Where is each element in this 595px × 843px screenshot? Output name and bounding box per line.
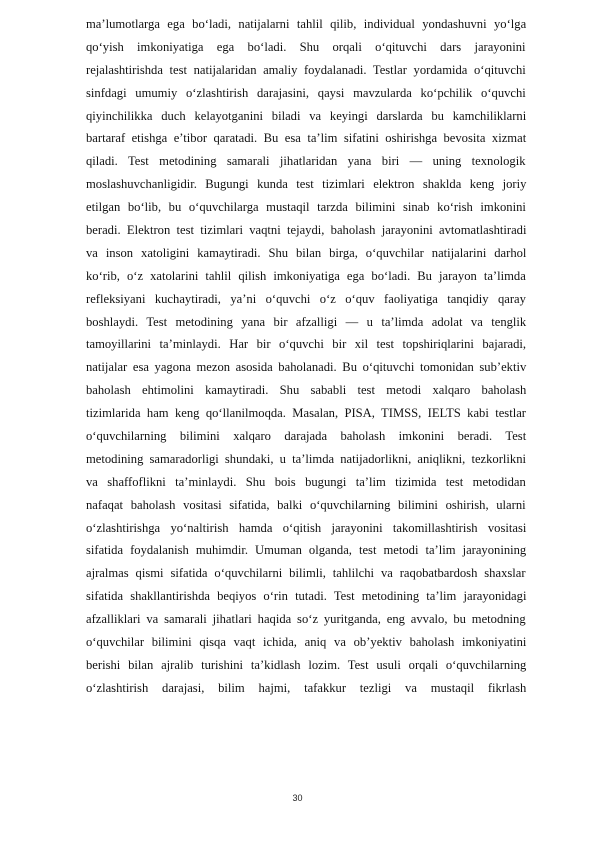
text-line: tamoyillarini ta’minlaydi. Har bir o‘quvchi bir xil test topshiriqlarini bajaradi, [86, 337, 527, 352]
text-line: nafaqat baholash vositasi sifatida, balki o‘quvchilarning bilimini oshirish, ularni [86, 497, 526, 512]
text-line: boshlaydi. Test metodining yana bir afzalligi — u ta’limda adolat va tenglik [86, 314, 527, 329]
text-line: metodining samaradorligi shundaki, u ta’limda natijadorlikni, aniqlikni, tezkorlikni [86, 451, 527, 466]
text-line: va shaffoflikni ta’minlaydi. Shu bois bugungi ta’lim tizimida test metodidan [86, 474, 526, 489]
text-line: qiyinchilikka duch kelayotganini biladi va keyingi darslarda bu kamchiliklarni [86, 108, 527, 123]
text-line: tizimlarida ham keng qo‘llanilmoqda. Masalan, PISA, TIMSS, IELTS kabi testlar [86, 406, 526, 421]
text-line: berishi bilan ajralib turishini ta’kidlash lozim. Test usuli orqali o‘quvchilarning [86, 657, 527, 672]
text-line: etilgan bo‘lib, bu o‘quvchilarga mustaqil tarzda bilimini sinab ko‘rish imkonini [86, 200, 526, 215]
text-line: sifatida foydalanish muhimdir. Umuman olganda, test metodi ta’lim jarayonining [86, 543, 527, 558]
text-line: o‘quvchilar bilimini qisqa vaqt ichida, aniq va ob’yektiv baholash imkoniyatini [86, 635, 527, 650]
text-line: afzalliklari va samarali jihatlari haqida so‘z yuritganda, eng avvalo, bu metodning [86, 612, 526, 627]
text-line: bartaraf etishga e’tibor qaratadi. Bu esa ta’lim sifatini oshirishga bevosita xizmat [86, 131, 527, 146]
text-line: refleksiyani kuchaytiradi, ya’ni o‘quvchi o‘z o‘quv faoliyatiga tanqidiy qaray [86, 291, 526, 306]
text-line: o‘zlashtirishga yo‘naltirish hamda o‘qitish jarayonini takomillashtirish vositasi [86, 520, 527, 535]
text-line: rejalashtirishda test natijalaridan amaliy foydalanadi. Testlar yordamida o‘qituvchi [86, 62, 526, 77]
text-line: moslashuvchanligidir. Bugungi kunda test tizimlari elektron shaklda keng joriy [86, 177, 527, 192]
text-line: sinfdagi umumiy o‘zlashtirish darajasini, qaysi mavzularda ko‘pchilik o‘quvchi [86, 85, 526, 100]
text-line: o‘quvchilarning bilimini xalqaro darajada baholash imkonini beradi. Test [86, 429, 527, 444]
page-number: 30 [292, 793, 303, 803]
text-line: o‘zlashtirish darajasi, bilim hajmi, tafakkur tezligi va mustaqil fikrlash [86, 680, 527, 695]
text-line: ajralmas qismi sifatida o‘quvchilarni bilimli, tahlilchi va raqobatbardosh shaxslar [86, 566, 526, 581]
text-line: baholash ehtimolini kamaytiradi. Shu sababli test metodi xalqaro baholash [86, 383, 527, 398]
text-line: qiladi. Test metodining samarali jihatlaridan yana biri — uning texnologik [86, 154, 526, 169]
text-line: beradi. Elektron test tizimlari vaqtni tejaydi, baholash jarayonini avtomatlashtiradi [86, 223, 527, 238]
body-paragraph [86, 13, 526, 700]
text-line: ko‘rib, o‘z xatolarini tahlil qilish imkoniyatiga ega bo‘ladi. Bu jarayon ta’limda [86, 268, 526, 283]
text-line: va inson xatoligini kamaytiradi. Shu bilan birga, o‘quvchilar natijalarini darhol [86, 245, 527, 260]
text-line: sifatida shakllantirishda beqiyos o‘rin tutadi. Test metodining ta’lim jarayonidagi [86, 589, 527, 604]
text-line: ma’lumotlarga ega bo‘ladi, natijalarni tahlil qilib, individual yondashuvni yo‘lga [86, 17, 527, 31]
text-line: qo‘yish imkoniyatiga ega bo‘ladi. Shu orqali o‘qituvchi dars jarayonini [86, 39, 526, 54]
text-line: natijalar esa yagona mezon asosida baholanadi. Bu o‘qituvchi tomonidan sub’ektiv [86, 360, 527, 375]
